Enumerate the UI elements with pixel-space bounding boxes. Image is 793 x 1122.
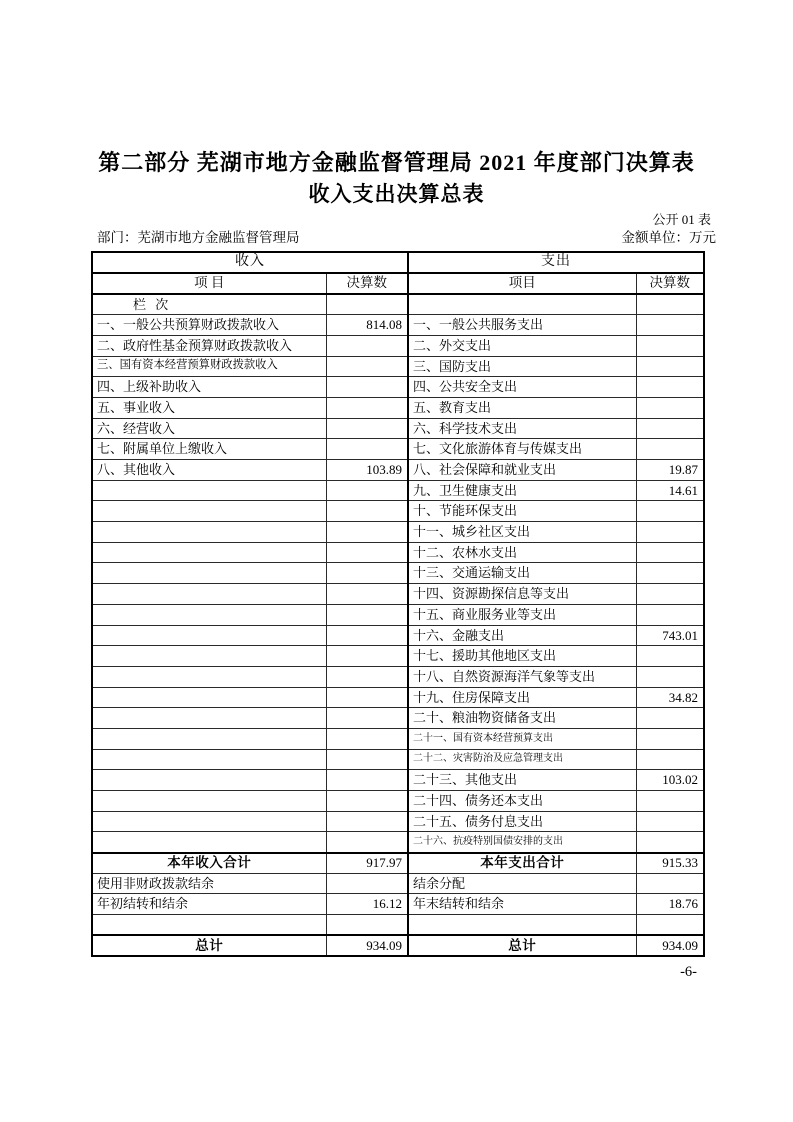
expense-value-cell [636,356,704,377]
income-item-cell [92,501,326,522]
income-value-cell [326,418,408,439]
expense-item-cell: 二十六、抗疫特别国债安排的支出 [408,832,636,853]
expense-value-cell [636,749,704,770]
expense-value-cell [636,397,704,418]
expense-value-cell [636,377,704,398]
table-row [92,315,704,336]
expense-item-cell: 五、教育支出 [408,397,636,418]
income-item-cell: 年初结转和结余 [92,894,326,915]
table-meta-row [97,229,716,246]
income-item-cell [92,749,326,770]
table-row [92,460,704,481]
table-row [92,480,704,501]
income-section-header: 收入 [92,252,408,273]
expense-value-cell [636,646,704,667]
expense-item-cell: 十八、自然资源海洋气象等支出 [408,666,636,687]
table-row [92,728,704,749]
income-value-cell: 16.12 [326,894,408,915]
income-value-cell [326,563,408,584]
table-row [92,584,704,605]
expense-value-cell [636,915,704,936]
expense-value-cell: 934.09 [636,935,704,956]
income-item-cell [92,625,326,646]
income-value-cell [326,749,408,770]
income-value-cell [326,646,408,667]
table-row [92,294,704,315]
expense-value-cell [636,604,704,625]
income-value-cell [326,708,408,729]
income-item-cell [92,728,326,749]
table-row [92,542,704,563]
expense-item-cell: 十二、农林水支出 [408,542,636,563]
income-value-cell: 934.09 [326,935,408,956]
expense-item-cell: 一、一般公共服务支出 [408,315,636,336]
table-row [92,397,704,418]
expense-item-cell: 十四、资源勘探信息等支出 [408,584,636,605]
expense-item-column-header: 项目 [408,273,636,294]
income-item-cell: 八、其他收入 [92,460,326,481]
income-value-cell [326,625,408,646]
expense-item-cell: 十九、住房保障支出 [408,687,636,708]
expense-item-cell: 二、外交支出 [408,335,636,356]
income-value-cell [326,542,408,563]
expense-value-cell [636,811,704,832]
expense-value-cell [636,501,704,522]
income-item-cell [92,563,326,584]
income-item-cell: 二、政府性基金预算财政拨款收入 [92,335,326,356]
expense-value-cell [636,542,704,563]
unit-label: 金额单位：万元 [621,230,716,245]
expense-item-cell [408,294,636,315]
expense-item-cell: 二十三、其他支出 [408,770,636,791]
department-label: 部门：芜湖市地方金融监督管理局 [97,230,300,245]
income-value-cell [326,811,408,832]
expense-item-cell: 二十四、债务还本支出 [408,791,636,812]
table-row [92,894,704,915]
expense-value-cell: 743.01 [636,625,704,646]
expense-value-cell [636,294,704,315]
table-row [92,418,704,439]
expense-value-cell: 34.82 [636,687,704,708]
expense-value-cell [636,666,704,687]
income-value-cell: 103.89 [326,460,408,481]
income-value-cell [326,335,408,356]
table-row [92,853,704,874]
expense-item-cell: 十一、城乡社区支出 [408,522,636,543]
expense-value-cell: 14.61 [636,480,704,501]
income-item-cell: 六、经营收入 [92,418,326,439]
expense-item-cell: 十六、金融支出 [408,625,636,646]
expense-value-cell: 103.02 [636,770,704,791]
expense-item-cell: 三、国防支出 [408,356,636,377]
income-item-cell [92,584,326,605]
table-column-header-row [92,273,704,294]
expense-value-cell [636,335,704,356]
expense-item-cell [408,915,636,936]
budget-table-body [92,294,704,956]
expense-value-cell [636,832,704,853]
income-item-cell: 总计 [92,935,326,956]
income-value-cell [326,377,408,398]
table-row [92,915,704,936]
income-value-cell [326,728,408,749]
table-row [92,749,704,770]
table-row [92,335,704,356]
table-row [92,439,704,460]
income-value-cell: 917.97 [326,853,408,874]
table-section-header-row [92,252,704,273]
expense-item-cell: 四、公共安全支出 [408,377,636,398]
expense-item-cell: 二十二、灾害防治及应急管理支出 [408,749,636,770]
expense-item-cell: 二十一、国有资本经营预算支出 [408,728,636,749]
expense-value-cell [636,791,704,812]
expense-item-cell: 年末结转和结余 [408,894,636,915]
expense-item-cell: 结余分配 [408,873,636,894]
income-value-cell: 814.08 [326,315,408,336]
income-item-cell [92,666,326,687]
expense-value-cell [636,439,704,460]
expense-value-cell [636,418,704,439]
table-row [92,604,704,625]
expense-item-cell: 总计 [408,935,636,956]
expense-value-cell [636,563,704,584]
expense-item-cell: 七、文化旅游体育与传媒支出 [408,439,636,460]
document-title-line2: 收入支出决算总表 [308,182,485,206]
income-item-cell: 本年收入合计 [92,853,326,874]
budget-summary-table [91,251,705,957]
income-value-cell [326,915,408,936]
table-row [92,770,704,791]
expense-value-cell [636,728,704,749]
income-item-cell [92,522,326,543]
income-item-cell: 五、事业收入 [92,397,326,418]
income-item-cell [92,646,326,667]
income-item-cell [92,542,326,563]
page-number: -6- [680,964,697,980]
expense-value-cell [636,315,704,336]
table-row [92,356,704,377]
expense-item-cell: 十三、交通运输支出 [408,563,636,584]
income-value-cell [326,397,408,418]
expense-section-header: 支出 [408,252,704,273]
income-item-cell [92,604,326,625]
income-value-column-header: 决算数 [326,273,408,294]
income-item-cell [92,791,326,812]
table-row [92,501,704,522]
income-value-cell [326,294,408,315]
expense-item-cell: 十五、商业服务业等支出 [408,604,636,625]
expense-item-cell: 二十五、债务付息支出 [408,811,636,832]
income-item-cell [92,687,326,708]
table-row [92,708,704,729]
expense-item-cell: 十七、援助其他地区支出 [408,646,636,667]
income-item-cell [92,480,326,501]
expense-item-cell: 九、卫生健康支出 [408,480,636,501]
table-row [92,522,704,543]
income-value-cell [326,439,408,460]
income-item-cell: 三、国有资本经营预算财政拨款收入 [92,356,326,377]
expense-value-cell: 19.87 [636,460,704,481]
income-item-column-header: 项 目 [92,273,326,294]
income-item-cell: 栏 次 [92,294,326,315]
table-row [92,377,704,398]
income-item-cell [92,811,326,832]
income-item-cell: 一、一般公共预算财政拨款收入 [92,315,326,336]
public-table-number-label: 公开 01 表 [652,212,711,227]
expense-item-cell: 二十、粮油物资储备支出 [408,708,636,729]
expense-value-column-header: 决算数 [636,273,704,294]
expense-item-cell: 八、社会保障和就业支出 [408,460,636,481]
income-item-cell [92,770,326,791]
expense-value-cell: 18.76 [636,894,704,915]
expense-item-cell: 六、科学技术支出 [408,418,636,439]
income-value-cell [326,873,408,894]
table-row [92,563,704,584]
expense-value-cell [636,708,704,729]
income-value-cell [326,832,408,853]
income-value-cell [326,480,408,501]
income-value-cell [326,604,408,625]
document-title-line1: 第二部分 芜湖市地方金融监督管理局 2021 年度部门决算表 [98,150,695,175]
income-value-cell [326,687,408,708]
income-item-cell [92,708,326,729]
expense-value-cell [636,584,704,605]
table-row [92,687,704,708]
table-row [92,791,704,812]
income-value-cell [326,584,408,605]
expense-item-cell: 十、节能环保支出 [408,501,636,522]
expense-value-cell [636,873,704,894]
table-row [92,832,704,853]
income-item-cell [92,832,326,853]
expense-value-cell [636,522,704,543]
expense-item-cell: 本年支出合计 [408,853,636,874]
table-row [92,666,704,687]
income-item-cell: 使用非财政拨款结余 [92,873,326,894]
table-row [92,625,704,646]
income-item-cell: 四、上级补助收入 [92,377,326,398]
expense-value-cell: 915.33 [636,853,704,874]
income-value-cell [326,522,408,543]
income-item-cell [92,915,326,936]
table-row [92,646,704,667]
income-value-cell [326,666,408,687]
table-row [92,935,704,956]
income-value-cell [326,770,408,791]
income-value-cell [326,356,408,377]
table-row [92,873,704,894]
income-value-cell [326,501,408,522]
income-item-cell: 七、附属单位上缴收入 [92,439,326,460]
table-row [92,811,704,832]
income-value-cell [326,791,408,812]
